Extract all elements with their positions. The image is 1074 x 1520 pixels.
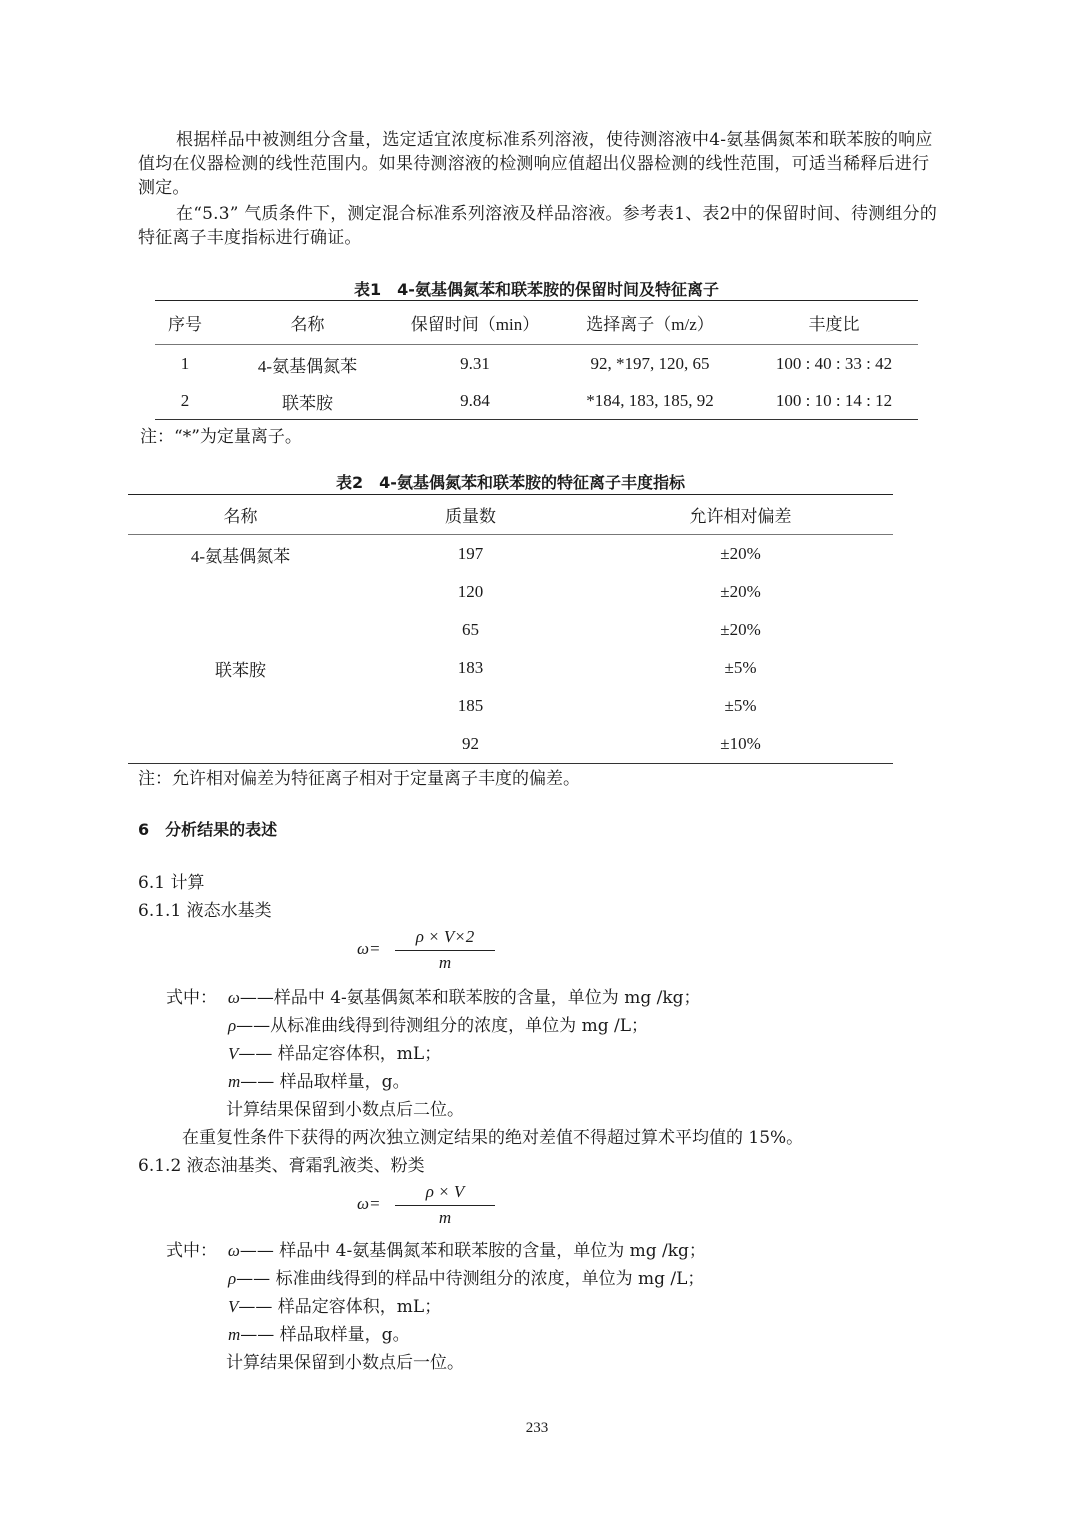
table1-cell: 100 : 10 : 14 : 12 [750, 383, 918, 420]
table1-caption: 表1 4-氨基偶氮苯和联苯胺的保留时间及特征离子 [354, 280, 719, 299]
fraction-bar [395, 950, 495, 951]
table-row [128, 535, 893, 574]
definition-rho: ρ—— 标准曲线得到的样品中待测组分的浓度，单位为 mg /L； [228, 1269, 705, 1289]
formula-lhs: ω= [357, 939, 381, 958]
table2-cell: 联苯胺 [215, 660, 266, 680]
table2-cell: 120 [457, 582, 484, 601]
table1-cell: 1 [180, 354, 190, 373]
table1-header-cell: 名称 [215, 301, 400, 345]
table2-cell: ±20% [720, 544, 761, 563]
fraction-bar [395, 1205, 495, 1206]
section-6-heading: 6 分析结果的表述 [138, 820, 278, 839]
section-6-1-2-heading: 6.1.2 液态油基类、膏霜乳液类、粉类 [138, 1156, 425, 1176]
table1-header-row [155, 301, 918, 345]
table2-cell: 92 [353, 725, 588, 764]
table2-cell: 4-氨基偶氮苯 [190, 546, 291, 566]
table2-cell: ±20% [720, 620, 761, 639]
intro-paragraph-1: 根据样品中被测组分含量，选定适宜浓度标准系列溶液，使待测溶液中4-氨基偶氮苯和联苯胺的响应值均在仪器检测的线性范围内。如果待测溶液的检测响应值超出仪器检测的线性范围，可适当稀释后进行测定。 [138, 130, 933, 198]
table2-header-cell: 名称 [128, 495, 353, 535]
definition-m: m—— 样品取样量，g。 [228, 1325, 410, 1345]
precision-note: 计算结果保留到小数点后二位。 [226, 1100, 464, 1120]
table2 [128, 494, 893, 764]
formula-lhs: ω= [357, 1194, 381, 1213]
table2-cell: ±10% [588, 725, 893, 764]
table-row [128, 687, 893, 725]
table2-header-cell: 允许相对偏差 [588, 495, 893, 535]
formula-6-1-1 [357, 927, 507, 977]
table1 [155, 300, 918, 420]
formula-numerator: ρ × V×2 [415, 927, 475, 946]
table2-cell: 183 [457, 658, 484, 677]
table-row [128, 611, 893, 649]
table-row [128, 573, 893, 611]
table2-cell: 185 [457, 696, 484, 715]
table2-cell: ±5% [724, 658, 757, 677]
table-row [128, 725, 893, 764]
formula-6-1-2 [357, 1182, 507, 1232]
definition-rho: ρ——从标准曲线得到待测组分的浓度，单位为 mg /L； [228, 1016, 648, 1036]
table2-header-cell: 质量数 [353, 495, 588, 535]
table-row [155, 383, 918, 420]
definition-V: V—— 样品定容体积，mL； [228, 1297, 442, 1317]
table-row [155, 345, 918, 384]
table1-cell: 92, *197, 120, 65 [590, 354, 710, 373]
definition-m: m—— 样品取样量，g。 [228, 1072, 410, 1092]
section-6-1-1-heading: 6.1.1 液态水基类 [138, 901, 272, 921]
table1-header-cell: 序号 [155, 301, 215, 345]
table2-cell [128, 573, 353, 611]
table1-cell: 4-氨基偶氮苯 [257, 356, 358, 376]
table1-cell: 100 : 40 : 33 : 42 [775, 354, 893, 373]
table1-cell: 联苯胺 [215, 383, 400, 420]
page-number: 233 [525, 1420, 549, 1436]
table2-cell [128, 687, 353, 725]
table1-header-cell: 丰度比 [750, 301, 918, 345]
table-row [128, 649, 893, 687]
table1-note: 注：“*”为定量离子。 [140, 427, 302, 447]
table2-cell: 65 [462, 620, 479, 639]
table2-cell: ±5% [724, 696, 757, 715]
table2-header-row [128, 495, 893, 535]
intro-paragraph-2: 在“5.3” 气质条件下，测定混合标准系列溶液及样品溶液。参考表1、表2中的保留时间、待测组分的特征离子丰度指标进行确证。 [138, 204, 938, 248]
table1-cell: 9.84 [400, 383, 550, 420]
table2-cell [128, 725, 353, 764]
definition-omega: 式中： ω——样品中 4-氨基偶氮苯和联苯胺的含量，单位为 mg /kg； [166, 988, 701, 1008]
table2-cell [128, 611, 353, 649]
repeatability-note: 在重复性条件下获得的两次独立测定结果的绝对差值不得超过算术平均值的 15%。 [182, 1128, 804, 1148]
definition-V: V—— 样品定容体积，mL； [228, 1044, 442, 1064]
table1-cell: 2 [155, 383, 215, 420]
section-6-1-heading: 6.1 计算 [138, 873, 205, 893]
formula-denominator: m [438, 1208, 452, 1227]
table1-cell: 9.31 [460, 354, 490, 373]
table1-header-cell: 保留时间（min） [400, 301, 550, 345]
table2-note: 注：允许相对偏差为特征离子相对于定量离子丰度的偏差。 [138, 769, 580, 789]
table2-cell: ±20% [720, 582, 761, 601]
formula-denominator: m [438, 953, 452, 972]
table1-cell: *184, 183, 185, 92 [550, 383, 750, 420]
definition-omega: 式中： ω—— 样品中 4-氨基偶氮苯和联苯胺的含量，单位为 mg /kg； [166, 1241, 706, 1261]
table2-cell: 197 [457, 544, 484, 563]
precision-note: 计算结果保留到小数点后一位。 [226, 1353, 464, 1373]
table1-header-cell: 选择离子（m/z） [550, 301, 750, 345]
table2-caption: 表2 4-氨基偶氮苯和联苯胺的特征离子丰度指标 [336, 473, 685, 492]
formula-numerator: ρ × V [425, 1182, 465, 1201]
